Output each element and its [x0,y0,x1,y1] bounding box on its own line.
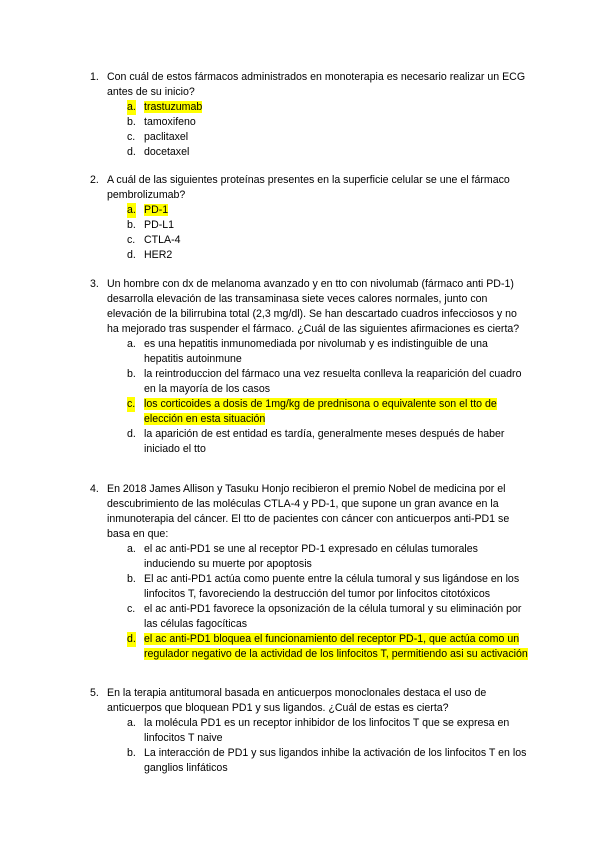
option-text: el ac anti-PD1 favorece la opsonización de la célula tumoral y su eliminación por las células fagocíticas [144,603,522,630]
options-list [90,100,530,160]
options-list [90,203,530,263]
option-text: tamoxifeno [144,116,196,128]
option-text: es una hepatitis inmunomediada por nivolumab y es indistinguible de una hepatitis autoinmune [144,338,488,365]
option-b [127,115,530,130]
question-number: 4. [90,483,99,495]
option-b [127,218,530,233]
option-letter: b. [127,747,136,759]
option-text: la molécula PD1 es un receptor inhibidor de los linfocitos T que se expresa en linfocitos T naive [144,717,510,744]
question-5 [90,686,530,776]
option-text-highlighted: PD-1 [144,204,169,216]
option-text: docetaxel [144,146,190,158]
option-c [127,602,530,632]
option-text: PD-L1 [144,219,175,231]
option-a [127,716,530,746]
option-letter: b. [127,573,136,585]
option-letter: b. [127,116,136,128]
option-a [127,337,530,367]
question-2 [90,173,530,263]
option-a [127,100,530,115]
option-d [127,632,530,662]
option-letter: a. [127,543,136,555]
option-letter: d. [127,633,136,645]
option-text-highlighted: trastuzumab [144,101,203,113]
option-c [127,130,530,145]
option-letter: c. [127,398,136,410]
option-text-highlighted: el ac anti-PD1 bloquea el funcionamiento del receptor PD-1, que actúa como un regulador negativo de la actividad de los linfocitos T, permitiendo asi su activación [144,633,528,660]
option-letter: c. [127,234,136,246]
option-b [127,746,530,776]
option-b [127,572,530,602]
option-letter: c. [127,131,136,143]
option-text: paclitaxel [144,131,189,143]
question-3 [90,277,530,457]
question-number: 1. [90,71,99,83]
option-letter: d. [127,249,136,261]
option-text: El ac anti-PD1 actúa como puente entre la célula tumoral y sus ligándose en los linfocitos T, favoreciendo la destrucción del tumor por linfocitos citotóxicos [144,573,520,600]
question-number: 3. [90,278,99,290]
options-list [90,337,530,457]
option-d [127,427,530,457]
option-letter: b. [127,368,136,380]
option-a [127,203,530,218]
option-text: el ac anti-PD1 se une al receptor PD-1 expresado en células tumorales induciendo su muerte por apoptosis [144,543,478,570]
option-text: CTLA-4 [144,234,181,246]
question-number: 2. [90,174,99,186]
option-text: la reintroduccion del fármaco una vez resuelta conlleva la reaparición del cuadro en la mayoría de los casos [144,368,522,395]
option-letter: d. [127,428,136,440]
question-number: 5. [90,687,99,699]
option-letter: c. [127,603,136,615]
option-letter: a. [127,204,136,216]
question-1 [90,70,530,160]
option-letter: a. [127,717,136,729]
option-text-highlighted: los corticoides a dosis de 1mg/kg de prednisona o equivalente son el tto de elección en esta situación [144,398,497,425]
option-letter: a. [127,338,136,350]
question-4 [90,482,530,662]
option-c [127,233,530,248]
option-letter: a. [127,101,136,113]
options-list [90,542,530,662]
option-d [127,145,530,160]
option-text: La interacción de PD1 y sus ligandos inhibe la activación de los linfocitos T en los ganglios linfáticos [144,747,527,774]
question-text: En 2018 James Allison y Tasuku Honjo recibieron el premio Nobel de medicina por el descubrimiento de las moléculas CTLA-4 y PD-1, que supone un gran avance en la inmunoterapia del cáncer. El tto de pacientes con cáncer con anticuerpos anti-PD1 se basa en que: [107,483,510,540]
question-text: Un hombre con dx de melanoma avanzado y en tto con nivolumab (fármaco anti PD-1) desarrolla elevación de las transaminasa siete veces calores normales, junto con elevación de la bilirrubina total (2,3 mg/dl). Se han descartado cuadros infecciosos y no ha mejorado tras suspender el fármaco. ¿Cuál de las siguientes afirmaciones es cierta? [107,278,520,335]
question-text: A cuál de las siguientes proteínas presentes en la superficie celular se une el fármaco pembrolizumab? [107,174,510,201]
option-d [127,248,530,263]
options-list [90,716,530,776]
option-b [127,367,530,397]
option-a [127,542,530,572]
option-letter: b. [127,219,136,231]
question-text: En la terapia antitumoral basada en anticuerpos monoclonales destaca el uso de anticuerpos que bloquean PD1 y sus ligandos. ¿Cuál de estas es cierta? [107,687,487,714]
question-text: Con cuál de estos fármacos administrados en monoterapia es necesario realizar un ECG antes de su inicio? [107,71,526,98]
option-letter: d. [127,146,136,158]
option-text: HER2 [144,249,173,261]
option-c [127,397,530,427]
option-text: la aparición de est entidad es tardía, generalmente meses después de haber iniciado el tto [144,428,505,455]
